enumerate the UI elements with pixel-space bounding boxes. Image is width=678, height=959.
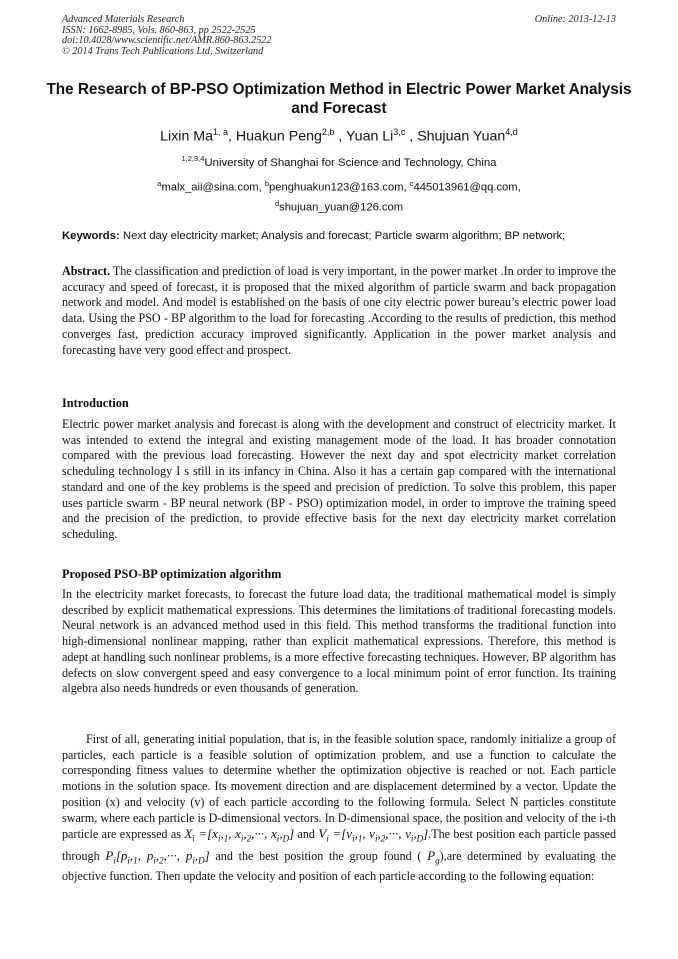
p2-passed: passed through (62, 827, 617, 863)
keywords-label: Keywords: (62, 230, 120, 242)
p2-group: and the best position the group found ( (215, 848, 422, 863)
author-name: Shujuan Yuan (417, 128, 506, 145)
email-sup: c (409, 179, 414, 188)
paper-title: The Research of BP-PSO Optimization Method in Electric Power Market Analysis and Forecast (46, 81, 632, 117)
keywords-text: Next day electricity market; Analysis and forecast; Particle swarm algorithm; BP network; (122, 230, 566, 242)
email: 445013961@qq.com, (413, 181, 521, 194)
section2-paragraph-1: In the electricity market forecasts, to forecast the future load data, the traditional mathematical model is simply described by explicit mathematical expressions. This determines the limitations of traditional forecasting models. Neural network is an advanced method used in this field. This method transforms the traditional function into high-dimensional nonlinear mapping, rather than explicit mathematical expressions. Therefore, this method is adept at handling such nonlinear problems, is a more effective forecasting techniques. However, BP algorithm has defects on slow convergent speed and easy convergence to a local minimum point of error function. Its training algebra also needs hundreds or even thousands of generation. (62, 587, 616, 696)
affiliation-sup: 1,2,3,4 (181, 154, 205, 163)
author-name: Huakun Peng (235, 128, 322, 145)
author-list: Lixin Ma$^{1, a}$, Huakun Peng$^{2,b}$ , Yuan Li$^{3,c}$ , Shujuan Yuan$^{4,d}$ (160, 127, 518, 145)
p2-expressed: expressed as (119, 827, 181, 842)
formula-pi: $P_i[p_i,_1$, $p_i,_2,\cdot\cdot\cdot$, $p_i,_D$] (105, 847, 210, 866)
p2-determined: ),are determined (439, 848, 522, 863)
affiliation (40, 154, 638, 169)
section-heading-pso-bp: Proposed PSO-BP optimization algorithm (62, 567, 282, 581)
section-heading-introduction: Introduction (62, 396, 129, 410)
formula-pg: $P_g$ (427, 847, 440, 866)
email-sup: b (264, 179, 270, 188)
email: malx_aii@sina.com, (161, 181, 262, 194)
journal-header (62, 15, 616, 57)
author-sup: 2,b (321, 127, 335, 137)
email-sup: a (157, 179, 162, 188)
email-list (40, 176, 638, 216)
author-name: Yuan Li (346, 128, 394, 145)
section2-paragraph-2 (62, 732, 616, 885)
online-date: Online: 2013-12-13 (534, 14, 616, 25)
email-sup: d (274, 199, 280, 209)
email: penghuakun123@163.com, (269, 181, 407, 194)
p2-text: First of all, generating initial population, that is, in the feasible solution space, randomly initialize a group of particles, each particle is a feasible solution of optimization problem, and use a function to calculate the corresponding fitness values to determine whether the optimization objective is reached or not. Each particle motions in the solution space. Its movement direction and are displacement determined by a vector. Update the position (x) and velocity (v) of each particle according to the following formula. Select N particles constitute swarm, where each particle is D-dimensional vectors. In D-dimensional space, the position and velocity of the i-th particle are (62, 732, 616, 842)
issn: ISSN: 1662-8985, Vols. 860-863, pp 2522-2525 (62, 24, 256, 36)
p2-end: by evaluating the objective function. Then update the velocity and position of each particle according to the following equation: (62, 848, 617, 883)
keywords (62, 229, 616, 244)
author-sup: 4,d (505, 127, 518, 137)
formula-vi: $V_i =[v_i,_1$, $v_i,_2,\cdot\cdot\cdot$, $v_i,_D$] (318, 826, 429, 844)
intro-paragraph: Electric power market analysis and forecast is along with the development and construct of electricity market. It was intended to extend the integral and existing management mode of the load. It has broader connotation compared with the previous load forecasting. However the next day and spot electricity market correlation scheduling technology I s still in its infancy in China. Also it has a certain gap compared with the international standard and one of the key problems is the speed and precision of prediction. To solve this problem, this paper uses particle swarm - BP neural network (BP - PSO) optimization model, in order to improve the training speed and the precision of the prediction, to provide effective basis for the next day electricity market correlation scheduling. (62, 417, 616, 541)
p2-best: .The best position each particle (428, 827, 581, 842)
author-sup: 3,c (393, 127, 406, 137)
abstract-text: The classification and prediction of load is very important, in the power market .In order to improve the accuracy and speed of forecast, it is proposed that the mixed algorithm of particle swarm and back propagation network and model. And model is established on the basis of one city electric power bureau’s electric power load data. Using the PSO - BP algorithm to the load for forecasting .According to the results of prediction, this method converges fast, prediction accuracy improved significantly. Application in the power market analysis and forecasting have very good effect and prospect. (62, 264, 616, 357)
abstract-label: Abstract. (62, 264, 111, 278)
author-sup: 1, a (213, 127, 229, 137)
journal-name: Advanced Materials Research (62, 14, 185, 25)
formula-xi: $X_i =[x_i,_1$, $x_i,_2,\cdot\cdot\cdot$, $x_i,_D$] (184, 826, 295, 844)
affiliation-text: University of Shanghai for Science and Technology, China (204, 156, 497, 169)
p2-and: and (297, 827, 315, 842)
abstract (62, 264, 616, 358)
email: shujuan_yuan@126.com (279, 201, 404, 214)
copyright: © 2014 Trans Tech Publications Ltd, Switzerland (62, 45, 264, 57)
doi: doi:10.4028/www.scientific.net/AMR.860-863.2522 (62, 35, 272, 47)
author-name: Lixin Ma (160, 128, 214, 145)
